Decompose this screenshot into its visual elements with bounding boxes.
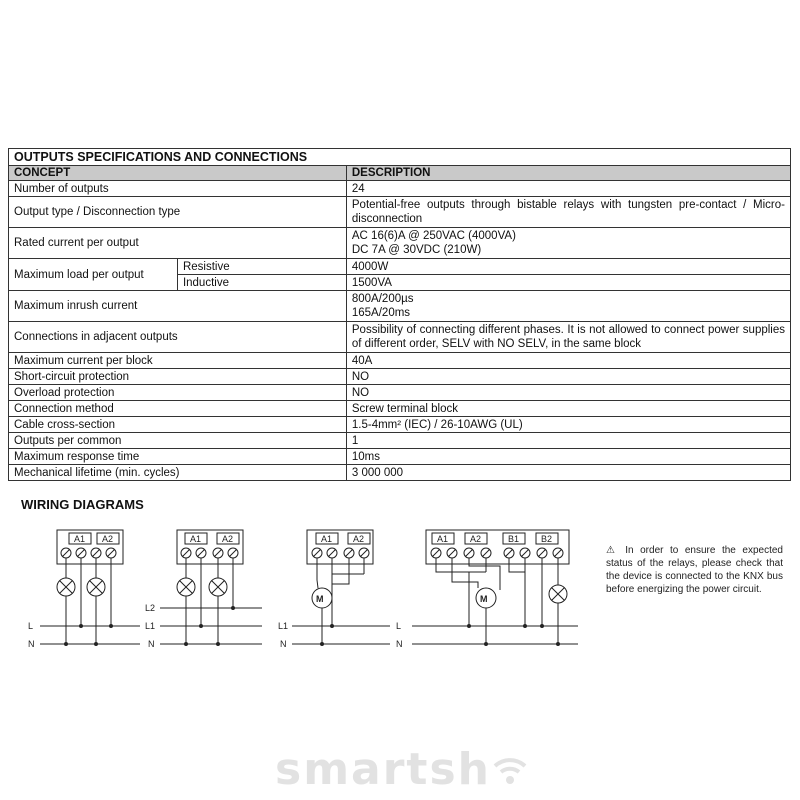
screw-terminal-icon: [344, 548, 354, 558]
screw-terminal-icon: [447, 548, 457, 558]
lamp-icon: [57, 578, 75, 596]
row-description: NO: [346, 385, 790, 401]
screw-terminal-icon: [327, 548, 337, 558]
screw-terminal-icon: [61, 548, 71, 558]
row-concept: Mechanical lifetime (min. cycles): [9, 465, 347, 481]
row-description: 40A: [346, 353, 790, 369]
row-description: 1: [346, 433, 790, 449]
diagram-3-motor: [278, 530, 390, 649]
row-description: NO: [346, 369, 790, 385]
motor-label: M: [316, 594, 324, 604]
screw-terminal-icon: [504, 548, 514, 558]
row-concept: Rated current per output: [9, 228, 347, 259]
line-label-l: L: [28, 621, 34, 631]
row-concept: Maximum current per block: [9, 353, 347, 369]
warning-note: ⚠ In order to ensure the expected status of the relays, please check that the device is connected to the KNX bus before energizing the power circuit.: [606, 545, 783, 595]
row-description: Screw terminal block: [346, 401, 790, 417]
row-concept: Overload protection: [9, 385, 347, 401]
row-description: 4000W: [346, 259, 790, 275]
lamp-icon: [549, 585, 567, 603]
row-concept: Cable cross-section: [9, 417, 347, 433]
line-label-l1: L1: [278, 621, 289, 631]
lamp-icon: [209, 578, 227, 596]
table-row: [9, 385, 791, 401]
table-row: [9, 449, 791, 465]
table-title: OUTPUTS SPECIFICATIONS AND CONNECTIONS: [9, 149, 791, 166]
row-concept: Outputs per common: [9, 433, 347, 449]
table-row: [9, 433, 791, 449]
terminal-label-a2: A2: [222, 534, 234, 544]
terminal-label-a2: A2: [353, 534, 365, 544]
terminal-label-a2: A2: [470, 534, 482, 544]
table-row: [9, 291, 791, 322]
screw-terminal-icon: [312, 548, 322, 558]
screw-terminal-icon: [196, 548, 206, 558]
line-label-n: N: [28, 639, 35, 649]
line-label-n: N: [148, 639, 155, 649]
screw-terminal-icon: [553, 548, 563, 558]
table-row: [9, 197, 791, 228]
row-description: 1.5-4mm² (IEC) / 26-10AWG (UL): [346, 417, 790, 433]
terminal-label-a2: A2: [102, 534, 114, 544]
outputs-spec-table: [8, 148, 791, 481]
line-label-n: N: [280, 639, 287, 649]
row-description: Possibility of connecting different phases. It is not allowed to connect power supplies of different order, SELV with NO SELV, in the same block: [346, 322, 790, 353]
diagram-2-two-phases: [145, 530, 262, 649]
header-description: DESCRIPTION: [346, 166, 790, 181]
row-description: 3 000 000: [346, 465, 790, 481]
diagram-4-motor-and-lamp: [396, 530, 578, 649]
screw-terminal-icon: [213, 548, 223, 558]
terminal-label-a1: A1: [437, 534, 449, 544]
terminal-label-a1: A1: [74, 534, 86, 544]
screw-terminal-icon: [228, 548, 238, 558]
screw-terminal-icon: [106, 548, 116, 558]
row-description: Potential-free outputs through bistable relays with tungsten pre-contact / Micro-disconnection: [346, 197, 790, 228]
table-row: [9, 181, 791, 197]
row-concept: Short-circuit protection: [9, 369, 347, 385]
lamp-icon: [87, 578, 105, 596]
screw-terminal-icon: [481, 548, 491, 558]
watermark-logo: [272, 744, 532, 795]
diagram-1-two-lamps: [28, 530, 140, 649]
table-row: [9, 401, 791, 417]
table-row: [9, 353, 791, 369]
wiring-diagrams-title: WIRING DIAGRAMS: [21, 497, 144, 512]
terminal-label-a1: A1: [190, 534, 202, 544]
table-row: [9, 259, 791, 275]
screw-terminal-icon: [537, 548, 547, 558]
terminal-label-a1: A1: [321, 534, 333, 544]
row-concept: Maximum inrush current: [9, 291, 347, 322]
table-row: [9, 465, 791, 481]
row-concept: Maximum response time: [9, 449, 347, 465]
row-description: 24: [346, 181, 790, 197]
table-row: [9, 322, 791, 353]
row-concept: Connections in adjacent outputs: [9, 322, 347, 353]
table-row: [9, 228, 791, 259]
screw-terminal-icon: [431, 548, 441, 558]
row-description: 800A/200µs 165A/20ms: [346, 291, 790, 322]
screw-terminal-icon: [91, 548, 101, 558]
line-label-l2: L2: [145, 603, 156, 613]
terminal-label-b2: B2: [541, 534, 553, 544]
row-description: 10ms: [346, 449, 790, 465]
row-concept: Output type / Disconnection type: [9, 197, 347, 228]
header-concept: CONCEPT: [9, 166, 347, 181]
row-description: 1500VA: [346, 275, 790, 291]
line-label-l: L: [396, 621, 402, 631]
row-concept: Connection method: [9, 401, 347, 417]
wifi-icon: [491, 750, 529, 790]
row-concept: Number of outputs: [9, 181, 347, 197]
line-label-l1: L1: [145, 621, 156, 631]
screw-terminal-icon: [464, 548, 474, 558]
table-row: [9, 369, 791, 385]
terminal-label-b1: B1: [508, 534, 520, 544]
motor-label: M: [480, 594, 488, 604]
row-description: AC 16(6)A @ 250VAC (4000VA) DC 7A @ 30VDC (210W): [346, 228, 790, 259]
screw-terminal-icon: [181, 548, 191, 558]
row-concept: Maximum load per output: [9, 259, 178, 291]
lamp-icon: [177, 578, 195, 596]
screw-terminal-icon: [76, 548, 86, 558]
table-row: [9, 417, 791, 433]
screw-terminal-icon: [520, 548, 530, 558]
screw-terminal-icon: [359, 548, 369, 558]
row-sublabel: Inductive: [177, 275, 346, 291]
watermark-text: smartsh: [275, 744, 491, 795]
line-label-n: N: [396, 639, 403, 649]
row-sublabel: Resistive: [177, 259, 346, 275]
